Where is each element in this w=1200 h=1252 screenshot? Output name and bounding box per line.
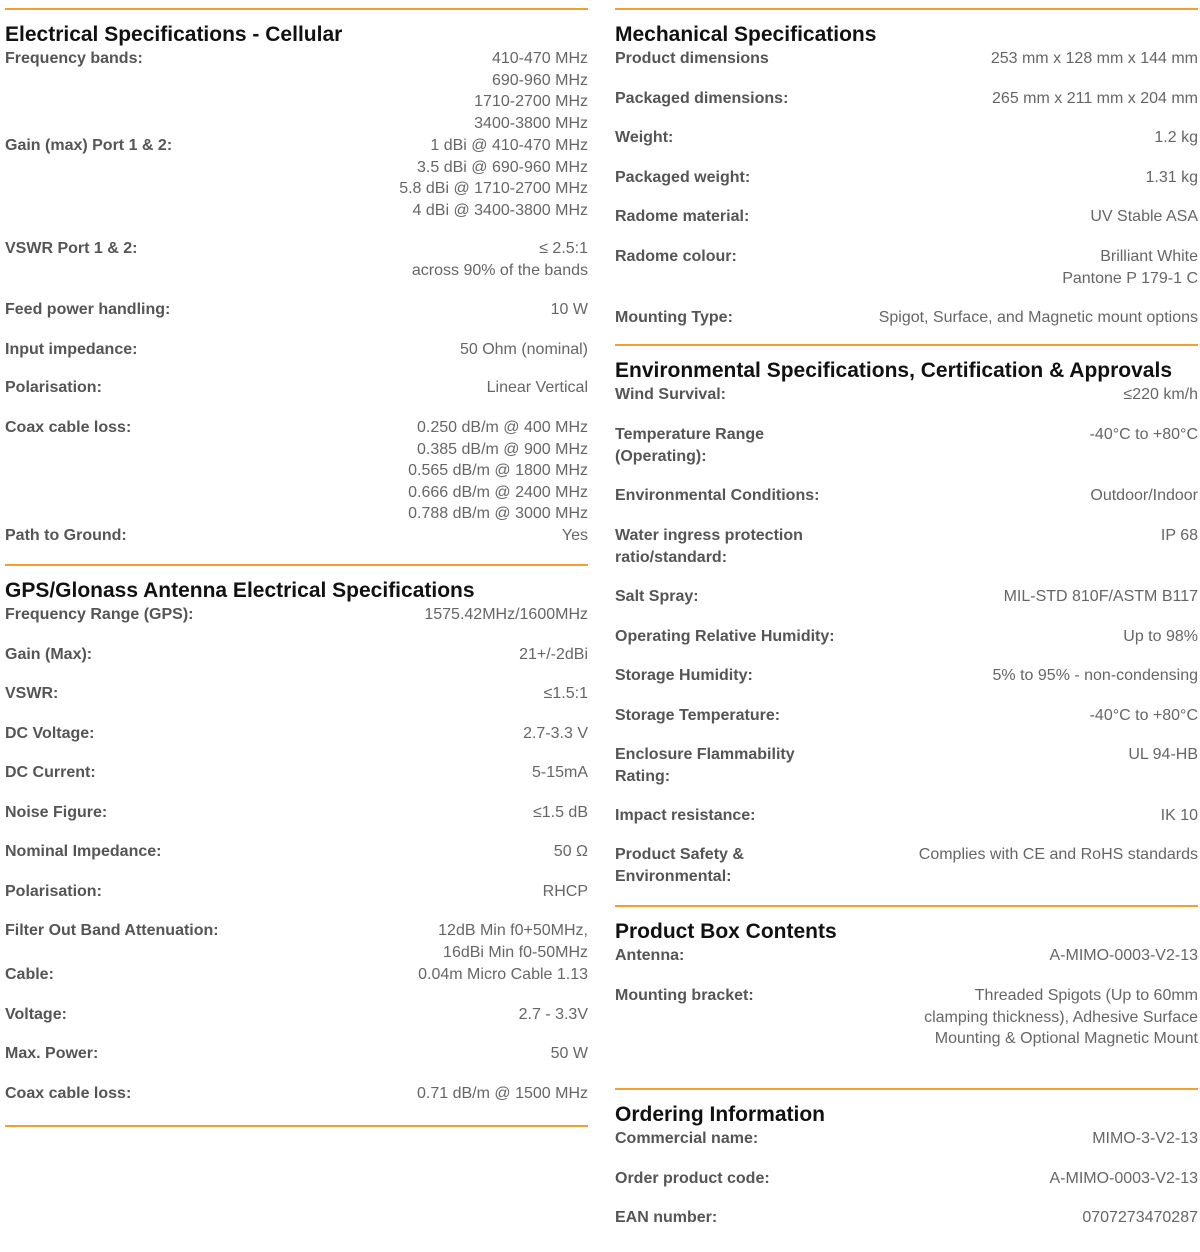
section-title: Mechanical Specifications — [615, 23, 877, 46]
spec-row-radome-colour — [615, 246, 1198, 307]
spec-row-enclosure-flammability-rating — [615, 744, 1198, 805]
spec-label: Order product code: — [615, 1170, 770, 1187]
spec-row-weight — [615, 127, 1198, 167]
spec-row-order-product-code — [615, 1168, 1198, 1207]
spec-value: 10 W — [550, 301, 588, 318]
spec-value: Up to 98% — [1123, 628, 1198, 645]
spec-row-packaged-dimensions — [615, 88, 1198, 127]
spec-row-salt-spray — [615, 586, 1198, 626]
spec-value: Linear Vertical — [486, 379, 588, 396]
spec-row-wind-survival — [615, 384, 1198, 424]
section-title: Electrical Specifications - Cellular — [5, 23, 343, 46]
spec-label: Water ingress protection ratio/standard: — [615, 527, 803, 566]
spec-row-coax-cable-loss — [5, 417, 588, 525]
spec-value: Threaded Spigots (Up to 60mm clamping thickness), Adhesive Surface Mounting & Optional Magnetic Mount — [924, 987, 1198, 1048]
spec-row-path-to-ground — [5, 525, 588, 567]
spec-value: Complies with CE and RoHS standards — [918, 846, 1198, 863]
spec-row-vswr-port-1-2 — [5, 238, 588, 299]
spec-value: 1.31 kg — [1145, 169, 1198, 186]
spec-label: EAN number: — [615, 1209, 718, 1226]
spec-label: Input impedance: — [5, 341, 138, 358]
spec-label: DC Current: — [5, 764, 96, 781]
spec-value: RHCP — [542, 883, 588, 900]
spec-row-polarisation — [5, 881, 588, 920]
spec-value: MIMO-3-V2-13 — [1092, 1130, 1198, 1147]
section-title: Environmental Specifications, Certification & Approvals — [615, 359, 1173, 382]
spec-row-feed-power-handling — [5, 299, 588, 339]
spec-value: 253 mm x 128 mm x 144 mm — [990, 50, 1198, 67]
spec-row-filter-out-band-attenuation — [5, 920, 588, 964]
spec-value: Yes — [561, 527, 588, 544]
spec-value: MIL-STD 810F/ASTM B117 — [1003, 588, 1198, 605]
spec-label: Packaged dimensions: — [615, 90, 789, 107]
section-title: GPS/Glonass Antenna Electrical Specifications — [5, 579, 475, 602]
spec-row-gain-max-port-1-2 — [5, 135, 588, 238]
section-mechanical-specifications — [615, 8, 1198, 343]
spec-label: Wind Survival: — [615, 386, 726, 403]
spec-label: Gain (max) Port 1 & 2: — [5, 137, 173, 154]
spec-row-max-power — [5, 1043, 588, 1083]
spec-row-cable — [5, 964, 588, 1004]
spec-value: 265 mm x 211 mm x 204 mm — [992, 90, 1198, 107]
spec-value: UL 94-HB — [1128, 746, 1198, 763]
spec-label: Temperature Range (Operating): — [615, 426, 765, 465]
spec-row-water-ingress-protection-ratio-standard — [615, 525, 1198, 586]
spec-row-noise-figure — [5, 802, 588, 841]
spec-row-frequency-bands — [5, 48, 588, 135]
section-product-box-contents — [615, 905, 1198, 1074]
spec-label: DC Voltage: — [5, 725, 95, 742]
spec-value: 21+/-2dBi — [519, 646, 588, 663]
spec-label: Path to Ground: — [5, 527, 127, 544]
spec-label: Operating Relative Humidity: — [615, 628, 835, 645]
spec-label: Nominal Impedance: — [5, 843, 162, 860]
spec-label: Antenna: — [615, 947, 685, 964]
spec-row-dc-voltage — [5, 723, 588, 762]
spec-label: Frequency Range (GPS): — [5, 606, 194, 623]
spec-value: Brilliant White Pantone P 179-1 C — [1062, 248, 1198, 287]
spec-label: Max. Power: — [5, 1045, 99, 1062]
spec-value: 2.7 - 3.3V — [518, 1006, 588, 1023]
spec-value: 50 Ohm (nominal) — [459, 341, 588, 358]
section-ordering-information — [615, 1088, 1198, 1243]
spec-label: VSWR: — [5, 685, 59, 702]
spec-label: Gain (Max): — [5, 646, 93, 663]
spec-value: 5-15mA — [531, 764, 588, 781]
spec-value: ≤220 km/h — [1123, 386, 1198, 403]
spec-value: UV Stable ASA — [1090, 208, 1198, 225]
spec-value: 50 Ω — [553, 843, 588, 860]
spec-row-product-safety-environmental — [615, 844, 1198, 890]
spec-label: Radome colour: — [615, 248, 737, 265]
spec-value: 2.7-3.3 V — [523, 725, 588, 742]
spec-value: 0707273470287 — [1082, 1209, 1198, 1226]
spec-row-input-impedance — [5, 339, 588, 377]
spec-row-product-dimensions — [615, 48, 1198, 88]
spec-label: Polarisation: — [5, 883, 102, 900]
spec-label: Environmental Conditions: — [615, 487, 820, 504]
spec-row-nominal-impedance — [5, 841, 588, 881]
spec-row-mounting-bracket — [615, 985, 1198, 1074]
spec-row-commercial-name — [615, 1128, 1198, 1168]
spec-value: A-MIMO-0003-V2-13 — [1049, 947, 1198, 964]
spec-label: Mounting Type: — [615, 309, 733, 326]
spec-value: 5% to 95% - non-condensing — [992, 667, 1198, 684]
spec-row-antenna — [615, 945, 1198, 985]
spec-label: Filter Out Band Attenuation: — [5, 922, 219, 939]
spec-row-mounting-type — [615, 307, 1198, 343]
spec-row-radome-material — [615, 206, 1198, 246]
spec-row-operating-relative-humidity — [615, 626, 1198, 665]
spec-row-vswr — [5, 683, 588, 723]
spec-label: Impact resistance: — [615, 807, 756, 824]
spec-label: Voltage: — [5, 1006, 67, 1023]
spec-row-environmental-conditions — [615, 485, 1198, 525]
section-electrical-specifications-cellular — [5, 8, 588, 567]
spec-value: IK 10 — [1160, 807, 1198, 824]
spec-value: Outdoor/Indoor — [1090, 487, 1198, 504]
spec-value: ≤1.5 dB — [532, 804, 588, 821]
spec-value: 1.2 kg — [1154, 129, 1198, 146]
spec-label: Coax cable loss: — [5, 419, 132, 436]
spec-value: Spigot, Surface, and Magnetic mount options — [878, 309, 1198, 326]
spec-label: Commercial name: — [615, 1130, 759, 1147]
spec-label: Polarisation: — [5, 379, 102, 396]
spec-label: Storage Humidity: — [615, 667, 753, 684]
spec-value: 12dB Min f0+50MHz, 16dBi Min f0-50MHz — [438, 922, 588, 961]
section-gps-glonass-antenna-electrical-specifications — [5, 564, 588, 1127]
spec-row-frequency-range-gps — [5, 604, 588, 644]
spec-label: Radome material: — [615, 208, 750, 225]
spec-row-polarisation — [5, 377, 588, 417]
spec-value: A-MIMO-0003-V2-13 — [1049, 1170, 1198, 1187]
spec-value: 0.04m Micro Cable 1.13 — [418, 966, 588, 983]
section-title: Ordering Information — [615, 1103, 825, 1126]
spec-row-voltage — [5, 1004, 588, 1043]
spec-label: Weight: — [615, 129, 674, 146]
spec-label: Coax cable loss: — [5, 1085, 132, 1102]
spec-value: 1 dBi @ 410-470 MHz 3.5 dBi @ 690-960 MHz 5.8 dBi @ 1710-2700 MHz 4 dBi @ 3400-3800 MHz — [399, 137, 588, 219]
spec-label: Salt Spray: — [615, 588, 699, 605]
spec-value: 410-470 MHz 690-960 MHz 1710-2700 MHz 3400-3800 MHz — [474, 50, 588, 132]
spec-label: Storage Temperature: — [615, 707, 781, 724]
spec-value: 50 W — [550, 1045, 588, 1062]
spec-row-packaged-weight — [615, 167, 1198, 206]
spec-label: Feed power handling: — [5, 301, 171, 318]
section-environmental-specifications-certification-approvals — [615, 344, 1198, 890]
spec-row-coax-cable-loss — [5, 1083, 588, 1121]
spec-row-ean-number — [615, 1207, 1198, 1243]
spec-value: 0.250 dB/m @ 400 MHz 0.385 dB/m @ 900 MHz 0.565 dB/m @ 1800 MHz 0.666 dB/m @ 2400 MHz 0.788 dB/m @ 3000 MHz — [408, 419, 588, 523]
spec-value: -40°C to +80°C — [1089, 707, 1198, 724]
spec-value: ≤ 2.5:1 across 90% of the bands — [411, 240, 588, 279]
spec-row-dc-current — [5, 762, 588, 802]
spec-value: 1575.42MHz/1600MHz — [424, 606, 588, 623]
section-title: Product Box Contents — [615, 920, 837, 943]
spec-row-temperature-range-operating — [615, 424, 1198, 485]
spec-value: -40°C to +80°C — [1089, 426, 1198, 443]
spec-label: VSWR Port 1 & 2: — [5, 240, 138, 257]
spec-label: Noise Figure: — [5, 804, 108, 821]
spec-label: Packaged weight: — [615, 169, 751, 186]
spec-label: Frequency bands: — [5, 50, 143, 67]
spec-value: IP 68 — [1160, 527, 1198, 544]
spec-row-gain-max — [5, 644, 588, 683]
spec-row-storage-humidity — [615, 665, 1198, 705]
spec-label: Product dimensions — [615, 50, 769, 67]
spec-value: ≤1.5:1 — [543, 685, 588, 702]
spec-label: Cable: — [5, 966, 54, 983]
spec-row-storage-temperature — [615, 705, 1198, 744]
spec-label: Product Safety & Environmental: — [615, 846, 744, 885]
spec-label: Mounting bracket: — [615, 987, 754, 1004]
spec-value: 0.71 dB/m @ 1500 MHz — [417, 1085, 588, 1102]
spec-label: Enclosure Flammability Rating: — [615, 746, 795, 785]
spec-row-impact-resistance — [615, 805, 1198, 844]
